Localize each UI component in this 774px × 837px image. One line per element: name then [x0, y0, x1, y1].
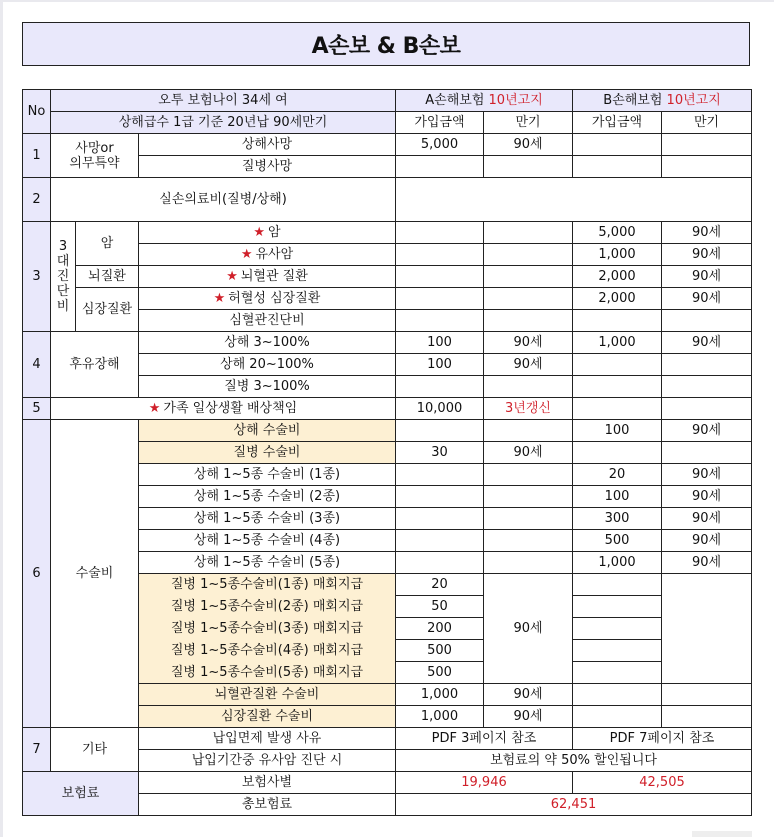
- no-header: No: [23, 90, 51, 134]
- a-amount: [396, 288, 484, 310]
- coverage-item: 상해 3~100%: [139, 332, 396, 354]
- table-row: [23, 178, 752, 222]
- coverage-item: 심장질환 수술비: [139, 706, 396, 728]
- window-top-edge: [0, 0, 774, 2]
- table-row: [23, 134, 752, 156]
- b-term: 90세: [662, 508, 752, 530]
- b-term: 90세: [662, 244, 752, 266]
- vertical-char: 비: [56, 299, 70, 314]
- disease-surgery-item: 질병 1~5종수술비(5종) 매회지급: [139, 662, 396, 684]
- comparison-table: [22, 89, 752, 816]
- condition-line-2: 상해급수 1급 기준 20년납 90세만기: [51, 112, 396, 134]
- coverage-item: 질병 3~100%: [139, 376, 396, 398]
- table-row: [23, 332, 752, 354]
- b-term-merged: [662, 574, 752, 684]
- vertical-char: 3: [58, 239, 68, 254]
- coverage-item: 상해 1~5종 수술비 (3종): [139, 508, 396, 530]
- condition-line-1: 오투 보험나이 34세 여: [51, 90, 396, 112]
- subcategory-cancer: 암: [76, 222, 139, 266]
- b-term: [662, 156, 752, 178]
- b-amount: 2,000: [573, 288, 662, 310]
- b-term: 90세: [662, 420, 752, 442]
- per-insurer-label: 보험사별: [139, 772, 396, 794]
- a-term: [484, 156, 573, 178]
- vertical-char: 단: [56, 284, 70, 299]
- insurer-a-tag: 10년고지: [488, 93, 543, 108]
- b-amount: [573, 310, 662, 332]
- a-amount: [396, 420, 484, 442]
- a-amount: [396, 530, 484, 552]
- a-amount: [396, 552, 484, 574]
- subcategory-brain: 뇌질환: [76, 266, 139, 288]
- a-term: [484, 486, 573, 508]
- a-amount: 100: [396, 332, 484, 354]
- b-term: [662, 684, 752, 706]
- b-amount: [573, 134, 662, 156]
- table-row: [23, 222, 752, 244]
- coverage-item: 실손의료비(질병/상해): [51, 178, 396, 222]
- a-term: [484, 244, 573, 266]
- a-term-renewal: 3년갱신: [484, 398, 573, 420]
- a-amount: [396, 222, 484, 244]
- total-premium-value: 62,451: [396, 794, 752, 816]
- b-amount: [573, 354, 662, 376]
- premium-a-value: 19,946: [396, 772, 573, 794]
- b-amount: [573, 706, 662, 728]
- b-term: 90세: [662, 266, 752, 288]
- section-category: 기타: [51, 728, 139, 772]
- coverage-label: 가족 일상생활 배상책임: [163, 401, 298, 416]
- section-category: [51, 134, 139, 178]
- a-term: [484, 420, 573, 442]
- table-row: [23, 288, 752, 310]
- b-amount: [573, 684, 662, 706]
- b-term: 90세: [662, 464, 752, 486]
- a-amount: 5,000: [396, 134, 484, 156]
- a-term-header: 만기: [484, 112, 573, 134]
- b-amount: [573, 156, 662, 178]
- a-term: [484, 222, 573, 244]
- section-no: 3: [23, 222, 51, 332]
- a-term: 90세: [484, 332, 573, 354]
- a-term: 90세: [484, 134, 573, 156]
- coverage-item: 상해 20~100%: [139, 354, 396, 376]
- coverage-item: 납입기간중 유사암 진단 시: [139, 750, 396, 772]
- a-term: [484, 266, 573, 288]
- b-amount: [573, 640, 662, 662]
- coverage-item: 질병사망: [139, 156, 396, 178]
- a-term: 90세: [484, 354, 573, 376]
- vertical-char: 진: [56, 269, 70, 284]
- b-term: 90세: [662, 288, 752, 310]
- coverage-item: 상해사망: [139, 134, 396, 156]
- b-amount: 100: [573, 420, 662, 442]
- disease-surgery-item: 질병 1~5종수술비(3종) 매회지급: [139, 618, 396, 640]
- a-amount: 500: [396, 640, 484, 662]
- premium-label: 보험료: [23, 772, 139, 816]
- coverage-item: [139, 244, 396, 266]
- coverage-item: [139, 266, 396, 288]
- b-term: [662, 442, 752, 464]
- coverage-item: 뇌혈관질환 수술비: [139, 684, 396, 706]
- table-row: [23, 266, 752, 288]
- section-category: 후유장해: [51, 332, 139, 398]
- discount-note: 보험료의 약 50% 할인됩니다: [396, 750, 752, 772]
- b-amount: 500: [573, 530, 662, 552]
- header-row-1: [23, 90, 752, 112]
- b-amount-header: 가입금액: [573, 112, 662, 134]
- section-no: 6: [23, 420, 51, 728]
- coverage-label: 유사암: [255, 247, 294, 262]
- header-row-2: [23, 112, 752, 134]
- a-term: 90세: [484, 442, 573, 464]
- b-amount: [573, 376, 662, 398]
- section-no: 4: [23, 332, 51, 398]
- a-amount: [396, 486, 484, 508]
- a-term: [484, 310, 573, 332]
- a-amount: 200: [396, 618, 484, 640]
- total-premium-label: 총보험료: [139, 794, 396, 816]
- coverage-item: 상해 1~5종 수술비 (5종): [139, 552, 396, 574]
- premium-row: [23, 772, 752, 794]
- b-amount: [573, 574, 662, 596]
- b-amount: 2,000: [573, 266, 662, 288]
- b-amount: [573, 662, 662, 684]
- section-no: 7: [23, 728, 51, 772]
- b-amount: [573, 618, 662, 640]
- b-term: 90세: [662, 552, 752, 574]
- a-term: [484, 530, 573, 552]
- a-amount: [396, 266, 484, 288]
- insurer-b-tag: 10년고지: [666, 93, 721, 108]
- b-term: [662, 310, 752, 332]
- a-amount: 50: [396, 596, 484, 618]
- section-no: 1: [23, 134, 51, 178]
- b-term: [662, 354, 752, 376]
- insurer-a-name: A손해보험: [425, 93, 485, 108]
- coverage-label: 뇌혈관 질환: [240, 269, 308, 284]
- section-category-vertical: [51, 222, 76, 332]
- b-term: [662, 134, 752, 156]
- a-amount: [396, 508, 484, 530]
- b-amount: [573, 398, 662, 420]
- a-amount: 10,000: [396, 398, 484, 420]
- disease-surgery-item: 질병 1~5종수술비(2종) 매회지급: [139, 596, 396, 618]
- coverage-item: 납입면제 발생 사유: [139, 728, 396, 750]
- b-waiver-reference: PDF 7페이지 참조: [573, 728, 752, 750]
- a-amount: [396, 244, 484, 266]
- a-amount: 1,000: [396, 706, 484, 728]
- b-amount: [573, 442, 662, 464]
- coverage-item: 질병 수술비: [139, 442, 396, 464]
- section-category: 수술비: [51, 420, 139, 728]
- star-icon: ★: [148, 401, 161, 416]
- a-amount: [396, 310, 484, 332]
- star-icon: ★: [213, 291, 226, 306]
- premium-b-value: 42,505: [573, 772, 752, 794]
- category-line-1: 사망or: [75, 140, 114, 156]
- b-term: 90세: [662, 332, 752, 354]
- b-term: 90세: [662, 222, 752, 244]
- category-line-2: 의무특약: [69, 155, 120, 171]
- insurer-b-header: [573, 90, 752, 112]
- b-term: 90세: [662, 486, 752, 508]
- insurer-a-header: [396, 90, 573, 112]
- disease-surgery-item: 질병 1~5종수술비(4종) 매회지급: [139, 640, 396, 662]
- a-amount: 500: [396, 662, 484, 684]
- a-waiver-reference: PDF 3페이지 참조: [396, 728, 573, 750]
- star-icon: ★: [226, 269, 238, 284]
- a-term: [484, 464, 573, 486]
- empty-values: [396, 178, 752, 222]
- coverage-item: 상해 1~5종 수술비 (1종): [139, 464, 396, 486]
- star-icon: ★: [253, 225, 266, 240]
- coverage-label: 허혈성 심장질환: [228, 291, 321, 306]
- b-amount: 1,000: [573, 552, 662, 574]
- a-term: [484, 508, 573, 530]
- b-amount: [573, 596, 662, 618]
- a-amount: 1,000: [396, 684, 484, 706]
- a-term: [484, 288, 573, 310]
- a-term: [484, 552, 573, 574]
- a-term-merged: 90세: [484, 574, 573, 684]
- section-no: 2: [23, 178, 51, 222]
- a-term: 90세: [484, 706, 573, 728]
- subcategory-heart: 심장질환: [76, 288, 139, 332]
- coverage-item: [139, 288, 396, 310]
- b-term: [662, 376, 752, 398]
- vertical-char: 대: [56, 254, 70, 269]
- insurer-b-name: B손해보험: [603, 93, 663, 108]
- b-amount: 1,000: [573, 244, 662, 266]
- coverage-label: 암: [268, 225, 281, 240]
- coverage-item: 상해 1~5종 수술비 (4종): [139, 530, 396, 552]
- page-title: A손보 & B손보: [22, 22, 750, 66]
- a-amount: [396, 464, 484, 486]
- a-amount: 30: [396, 442, 484, 464]
- b-term-header: 만기: [662, 112, 752, 134]
- a-amount: [396, 376, 484, 398]
- b-term: 90세: [662, 530, 752, 552]
- bottom-edge-artifact: [692, 831, 752, 837]
- window-left-edge: [0, 0, 3, 837]
- a-amount-header: 가입금액: [396, 112, 484, 134]
- coverage-item: 상해 수술비: [139, 420, 396, 442]
- b-amount: 1,000: [573, 332, 662, 354]
- table-row: [23, 420, 752, 442]
- b-term: [662, 706, 752, 728]
- table-row: [23, 728, 752, 750]
- star-icon: ★: [240, 247, 253, 262]
- disease-surgery-item: 질병 1~5종수술비(1종) 매회지급: [139, 574, 396, 596]
- coverage-item: [51, 398, 396, 420]
- a-term: [484, 376, 573, 398]
- b-amount: 300: [573, 508, 662, 530]
- coverage-item: [139, 222, 396, 244]
- coverage-item: 심혈관진단비: [139, 310, 396, 332]
- b-term: [662, 398, 752, 420]
- b-amount: 20: [573, 464, 662, 486]
- a-term: 90세: [484, 684, 573, 706]
- section-no: 5: [23, 398, 51, 420]
- a-amount: 20: [396, 574, 484, 596]
- b-amount: 5,000: [573, 222, 662, 244]
- coverage-item: 상해 1~5종 수술비 (2종): [139, 486, 396, 508]
- a-amount: 100: [396, 354, 484, 376]
- a-amount: [396, 156, 484, 178]
- table-row: [23, 398, 752, 420]
- b-amount: 100: [573, 486, 662, 508]
